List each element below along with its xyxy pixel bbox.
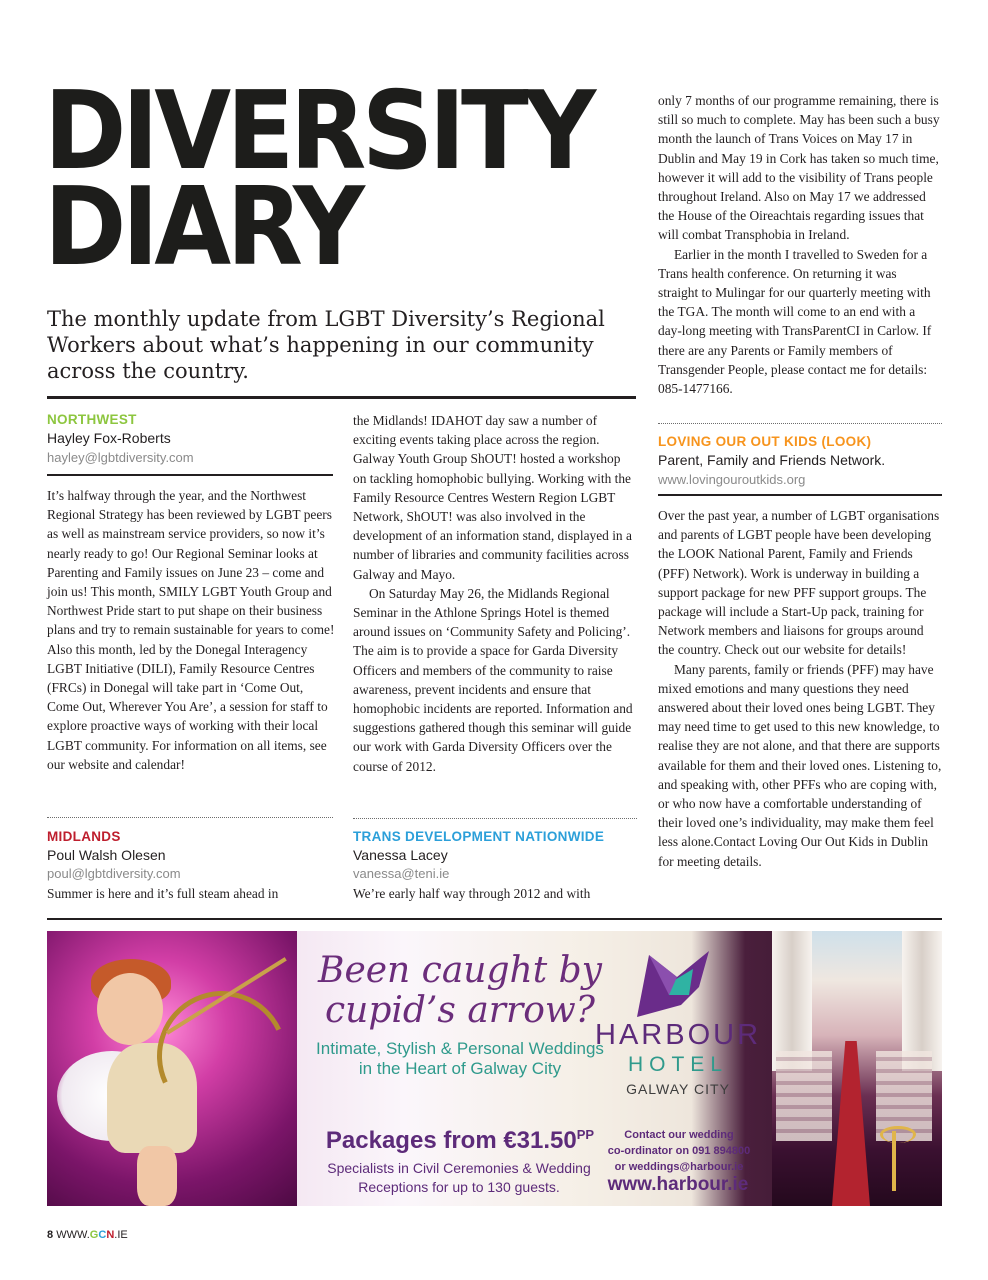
trans-paragraph-continued: only 7 months of our programme remaining, there is still so much to complete. May has been such a busy month the launch of Trans Voices on May 17 in Dublin and May 19 in Cork has taken so much time, however it will add to the visibility of Trans people throughout Ireland. Also on May 17 we addressed the House of the Oireachtais regarding issues that will combat Transphobia in Ireland. <box>658 93 940 243</box>
advert-price-unit: PP <box>576 1127 595 1142</box>
title-line-1: DIVERSITY <box>44 69 592 194</box>
midlands-body-start <box>47 884 337 903</box>
footer-site-c: C <box>98 1229 107 1241</box>
intro-divider <box>47 396 636 399</box>
midlands-heading: MIDLANDS <box>47 829 121 844</box>
advert-top-rule <box>47 918 942 920</box>
northwest-body <box>47 486 337 774</box>
midlands-paragraph-2: On Saturday May 26, the Midlands Regional Seminar in the Athlone Springs Hotel is themed around issues on ‘Community Safety and Policing’. The aim is to provide a space for Garda Diversity Officers and members of the community to raise awareness, prevent incidents and ensure that homophobic incidents are reported. Information and suggestions gathered though this seminar will guide our work with Garda Diversity Officers over the course of 2012. <box>353 585 633 774</box>
look-body <box>658 506 942 871</box>
midlands-paragraph-start: Summer is here and it’s full steam ahead in <box>47 886 279 901</box>
look-paragraph-2: Many parents, family or friends (PFF) may have mixed emotions and many questions they need answered about their loved ones being LGBT. They may need time to get used to this new knowledge, to realise they are not alone, and that there are supports available for them and their loved ones. Listening to, and speaking with, other PFFs who are coping with, or who now have a comfortable understanding of their loved one’s individuality, may make them feel less alone.Contact Loving Our Out Kids in Dublin for meeting details. <box>658 661 942 869</box>
look-heading: LOVING OUR OUT KIDS (LOOK) <box>658 434 872 449</box>
harbour-hotel-advert[interactable] <box>47 931 942 1206</box>
wedding-venue-photo <box>772 931 942 1206</box>
contact-line-3: or weddings@harbour.ie <box>614 1161 744 1173</box>
advert-headline: Been caught by cupid’s arrow? <box>317 950 603 1031</box>
cupid-photo <box>47 931 297 1206</box>
hotel-brand-word: HOTEL <box>627 1053 728 1076</box>
cupid-face <box>97 973 163 1045</box>
trans-body-continued <box>658 91 940 398</box>
northwest-email[interactable]: hayley@lgbtdiversity.com <box>47 450 194 465</box>
look-website-link[interactable]: www.lovingouroutkids.org <box>658 472 806 487</box>
page-title <box>44 69 596 290</box>
cupid-leg <box>137 1146 177 1206</box>
look-paragraph-1: Over the past year, a number of LGBT organisations and parents of LGBT people have been developing the LOOK National Parent, Family and Friends (PFF) Network). Work is underway in building a support package for new PFF support groups. The package will include a Start-Up pack, training for Network members and liaisons for groups around the country. Check out our website for details! <box>658 508 940 658</box>
trans-author: Vanessa Lacey <box>353 847 448 863</box>
page-footer <box>47 1229 128 1241</box>
candelabra-icon <box>880 1126 916 1143</box>
title-line-2: DIARY <box>44 165 361 290</box>
northwest-author: Hayley Fox-Roberts <box>47 430 171 446</box>
advert-subline: Intimate, Stylish & Personal Weddings in the Heart of Galway City <box>316 1039 604 1078</box>
trans-body-start <box>353 884 638 903</box>
red-carpet-aisle <box>832 1041 870 1206</box>
contact-line-2: co-ordinator on 091 894800 <box>607 1145 751 1157</box>
midlands-email[interactable]: poul@lgbtdiversity.com <box>47 866 181 881</box>
advert-website-link[interactable]: www.harbour.ie <box>607 1174 749 1195</box>
hotel-city: GALWAY CITY <box>626 1081 730 1097</box>
footer-site-prefix: WWW. <box>56 1229 90 1241</box>
footer-site-g: G <box>89 1229 99 1241</box>
advert-contact <box>603 1127 755 1175</box>
harbour-logo-icon <box>633 947 723 1021</box>
look-divider <box>658 494 942 496</box>
advert-price-value: Packages from €31.50 <box>325 1127 577 1154</box>
look-separator <box>658 423 942 424</box>
look-network-name: Parent, Family and Friends Network. <box>658 452 886 468</box>
midlands-paragraph-continued: the Midlands! IDAHOT day saw a number of exciting events taking place across the region. Galway Youth Group ShOUT! hosted a workshop on tackling homophobic bullying. Working with the Family Resource Centres Western Region LGBT Network, ShOUT! was also involved in the development of an information stand, displayed in a number of libraries and community facilities across Galway and Mayo. <box>353 413 632 582</box>
curtain-right <box>902 931 942 1071</box>
northwest-paragraph: It’s halfway through the year, and the Northwest Regional Strategy has been reviewed by LGBT peers as well as mainstream service providers, so now it’s nearly ready to go! Our Regional Seminar looks at Parenting and Family issues on June 23 – come and join us! This month, SMILY LGBT Youth Group and Northwest Pride start to put shape on their business plans and try to remain sustainable for years to come! Also this month, led by the Donegal Interagency LGBT Initiative (DILI), Family Resource Centres (FRCs) in Donegal will take part in ‘Come Out, Come Out, Wherever You Are’, a session for staff to explore proactive ways of working with their local LGBT community. For information on all items, see our website and calendar! <box>47 488 335 772</box>
candelabra-stem <box>892 1131 896 1191</box>
hotel-brand-name: HARBOUR <box>595 1019 762 1051</box>
chairs-left <box>776 1051 832 1141</box>
footer-site-suffix: .IE <box>114 1229 128 1241</box>
trans-paragraph-2: Earlier in the month I travelled to Sweden for a Trans health conference. On returning it was straight to Mulingar for our quarterly meeting with the TGA. The month will come to an end with a day-long meeting with TransParentCI in Carlow. If there are any Parents or Family members of Transgender People, please contact me for details: 085-1477166. <box>658 246 932 397</box>
northwest-divider <box>47 474 333 476</box>
curtain-left <box>772 931 812 1071</box>
northwest-heading: NORTHWEST <box>47 412 137 427</box>
trans-heading: TRANS DEVELOPMENT NATIONWIDE <box>353 829 605 844</box>
trans-paragraph-start: We’re early half way through 2012 and with <box>353 886 591 901</box>
midlands-separator <box>47 817 333 818</box>
footer-site-n: N <box>106 1229 115 1241</box>
midlands-author: Poul Walsh Olesen <box>47 847 166 863</box>
page-number: 8 <box>47 1229 54 1241</box>
contact-line-1: Contact our wedding <box>624 1129 734 1141</box>
trans-separator <box>353 818 637 819</box>
intro-text: The monthly update from LGBT Diversity’s Regional Workers about what’s happening in our community across the country. <box>47 307 605 383</box>
trans-email[interactable]: vanessa@teni.ie <box>353 866 450 881</box>
midlands-body-continued <box>353 411 633 776</box>
advert-price <box>315 1127 605 1155</box>
advert-specialists: Specialists in Civil Ceremonies & Wedding Receptions for up to 130 guests. <box>327 1160 591 1195</box>
